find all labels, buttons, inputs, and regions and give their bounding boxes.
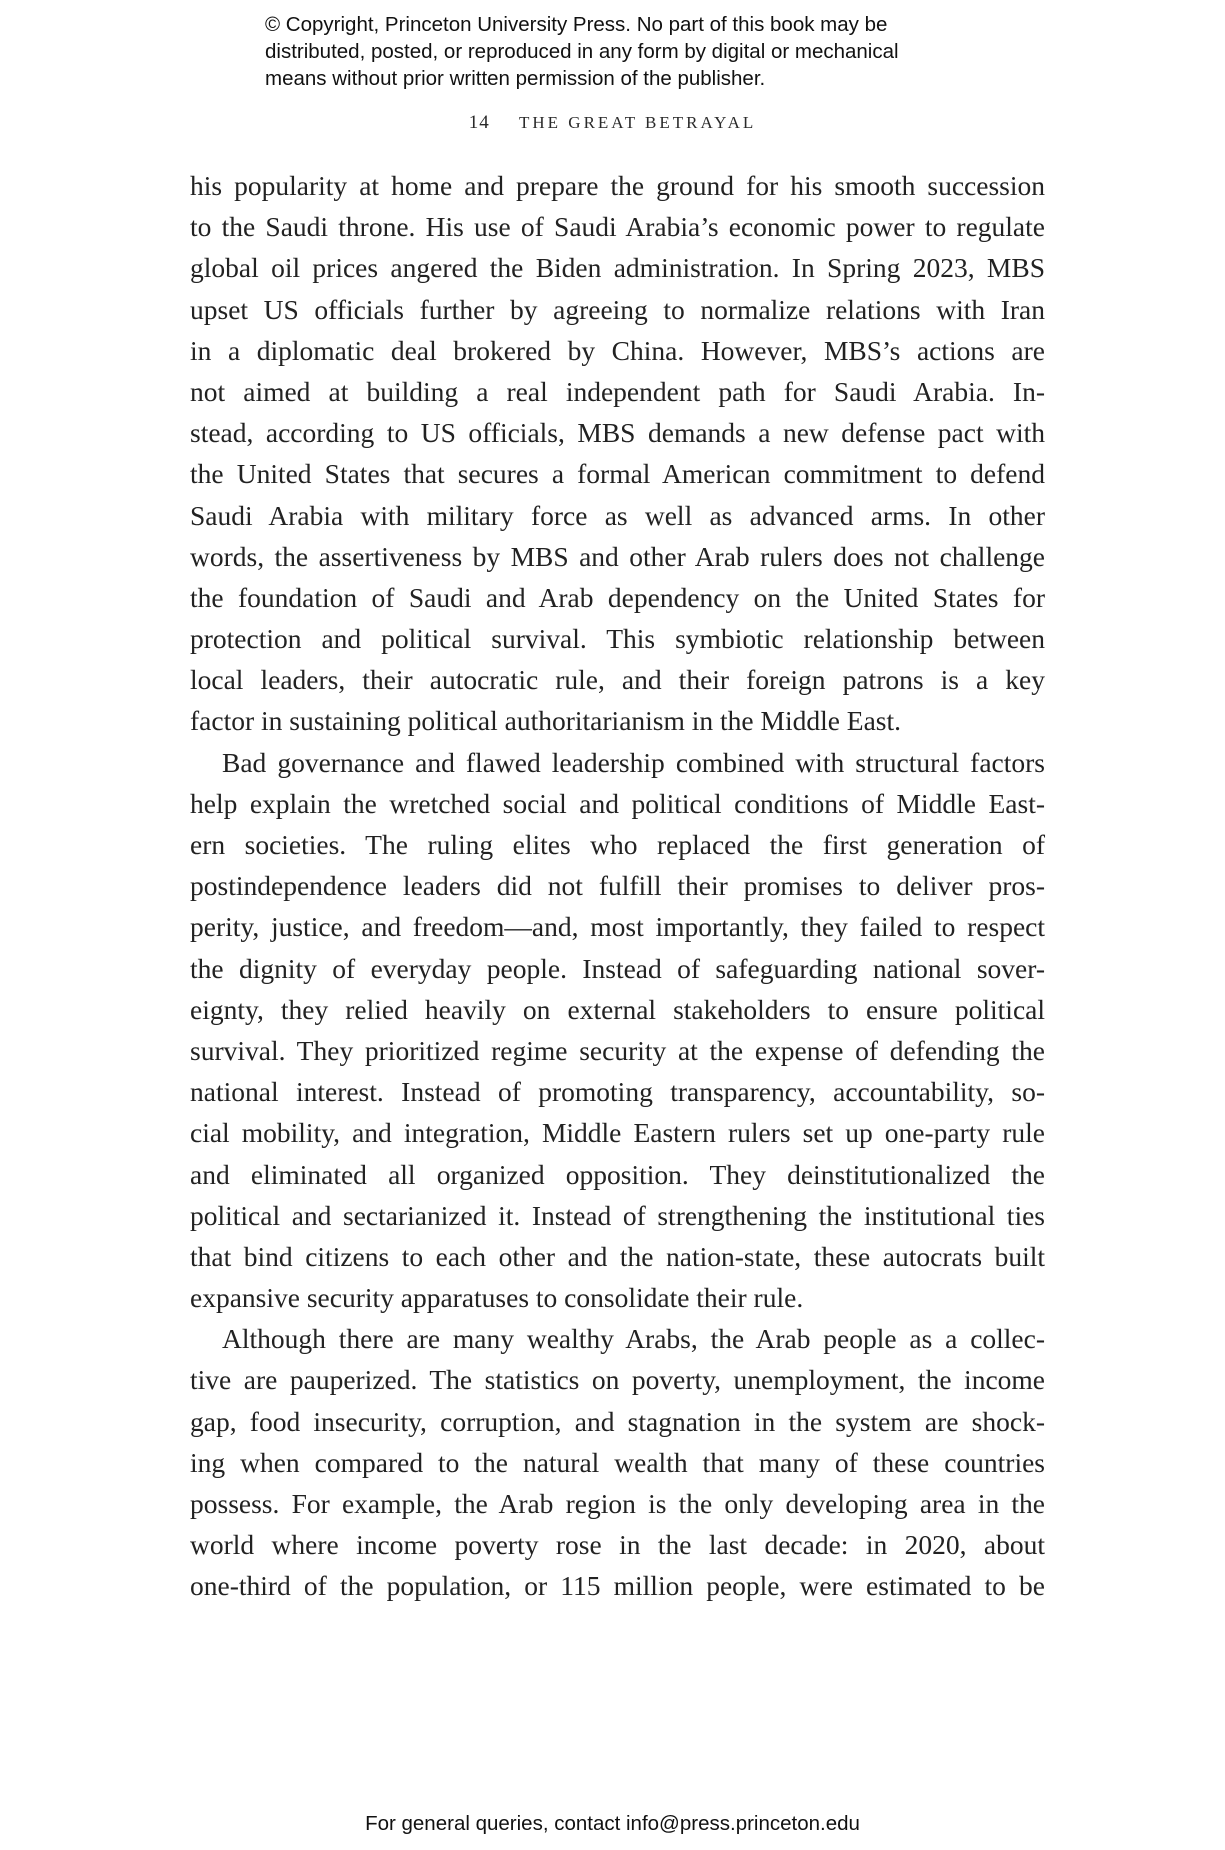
- text-line: protection and political survival. This symbiotic relationship between: [190, 623, 1045, 655]
- text-line: survival. They prioritized regime security at the expense of defending the: [190, 1034, 1045, 1066]
- text-line: the United States that secures a formal American commitment to defend: [190, 458, 1045, 490]
- text-line: national interest. Instead of promoting transparency, accountability, so-: [190, 1076, 1045, 1108]
- text-line: world where income poverty rose in the last decade: in 2020, about: [190, 1529, 1045, 1561]
- text-line: stead, according to US officials, MBS demands a new defense pact with: [190, 417, 1045, 449]
- text-line: one-third of the population, or 115 million people, were estimated to be: [190, 1570, 1045, 1602]
- text-line: his popularity at home and prepare the ground for his smooth succession: [190, 170, 1045, 201]
- text-line: that bind citizens to each other and the nation-state, these autocrats built: [190, 1240, 1045, 1272]
- text-line: ing when compared to the natural wealth that many of these countries: [190, 1446, 1045, 1478]
- text-line: upset US officials further by agreeing to normalize relations with Iran: [190, 293, 1045, 325]
- text-line: words, the assertiveness by MBS and other Arab rulers does not challenge: [190, 540, 1045, 572]
- text-line: postindependence leaders did not fulfill their promises to deliver pros-: [190, 870, 1045, 902]
- text-line: the foundation of Saudi and Arab dependency on the United States for: [190, 581, 1045, 613]
- page-number: 14: [468, 112, 490, 133]
- text-line: Although there are many wealthy Arabs, the Arab people as a collec-: [222, 1323, 1045, 1355]
- text-line: political and sectarianized it. Instead of strengthening the institutional ties: [190, 1199, 1045, 1231]
- text-line: factor in sustaining political authoritarianism in the Middle East.: [190, 705, 902, 737]
- text-line: perity, justice, and freedom—and, most importantly, they failed to respect: [190, 911, 1045, 943]
- text-line: help explain the wretched social and political conditions of Middle East-: [190, 787, 1045, 819]
- text-line: eignty, they relied heavily on external stakeholders to ensure political: [190, 993, 1045, 1025]
- text-line: in a diplomatic deal brokered by China. However, MBS’s actions are: [190, 334, 1045, 366]
- text-line: to the Saudi throne. His use of Saudi Arabia’s economic power to regulate: [190, 211, 1045, 243]
- text-line: Bad governance and flawed leadership combined with structural factors: [222, 746, 1045, 778]
- text-line: local leaders, their autocratic rule, and their foreign patrons is a key: [190, 664, 1045, 696]
- body-text: [190, 165, 1045, 1607]
- text-line: possess. For example, the Arab region is the only developing area in the: [190, 1488, 1045, 1519]
- book-title: THE GREAT BETRAYAL: [519, 113, 757, 132]
- copyright-line: distributed, posted, or reproduced in any form by digital or mechanical: [265, 40, 899, 63]
- text-line: ern societies. The ruling elites who replaced the first generation of: [190, 829, 1045, 860]
- text-line: not aimed at building a real independent path for Saudi Arabia. In-: [190, 375, 1045, 407]
- text-line: the dignity of everyday people. Instead of safeguarding national sover-: [190, 952, 1045, 984]
- text-line: gap, food insecurity, corruption, and stagnation in the system are shock-: [190, 1405, 1045, 1437]
- text-line: Saudi Arabia with military force as well as advanced arms. In other: [190, 499, 1045, 531]
- text-line: cial mobility, and integration, Middle Eastern rulers set up one-party rule: [190, 1117, 1045, 1149]
- text-line: expansive security apparatuses to consolidate their rule.: [190, 1282, 804, 1314]
- footer-contact: For general queries, contact info@press.princeton.edu: [365, 1812, 860, 1835]
- text-line: global oil prices angered the Biden administration. In Spring 2023, MBS: [190, 252, 1045, 284]
- copyright-line: means without prior written permission of the publisher.: [265, 67, 766, 90]
- copyright-line: © Copyright, Princeton University Press. No part of this book may be: [265, 13, 888, 36]
- copyright-notice: [265, 11, 985, 92]
- text-line: and eliminated all organized opposition. They deinstitutionalized the: [190, 1158, 1045, 1190]
- text-line: tive are pauperized. The statistics on poverty, unemployment, the income: [190, 1364, 1045, 1396]
- running-head: [0, 112, 1225, 134]
